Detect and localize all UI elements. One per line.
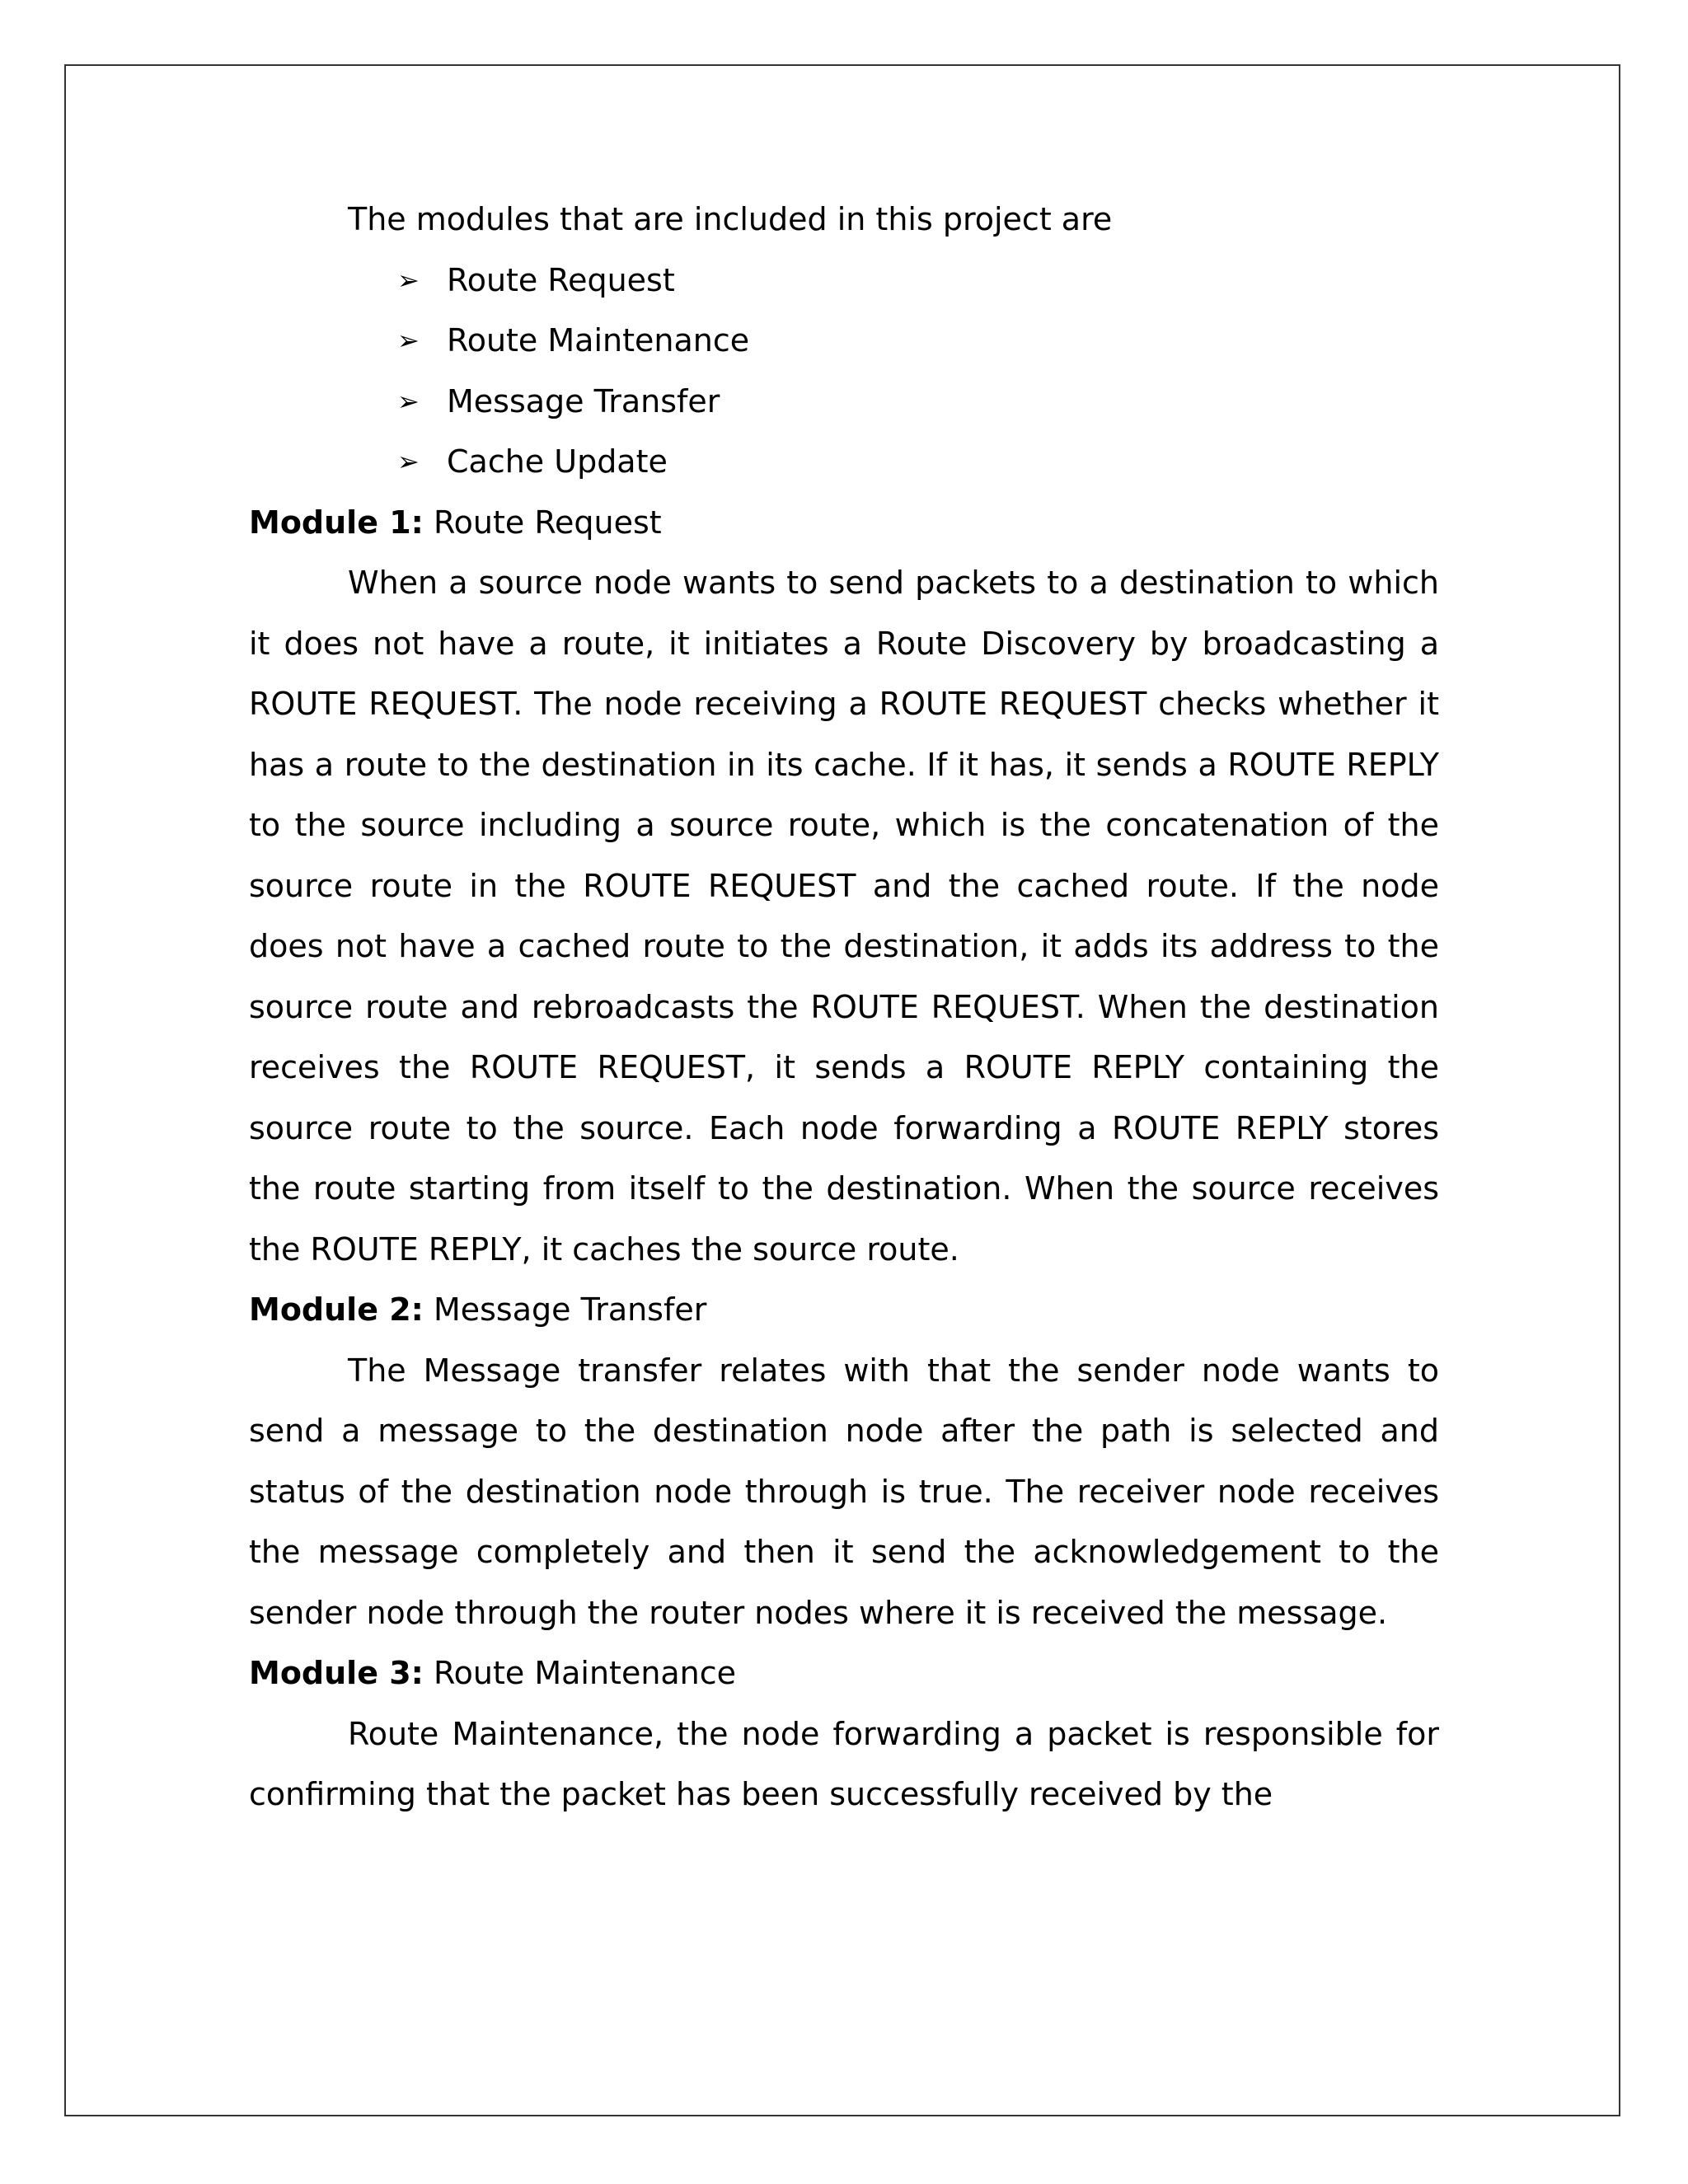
module-2-title: Message Transfer [433, 1291, 707, 1328]
module-3-heading [249, 1643, 1439, 1704]
list-item [397, 372, 1439, 433]
module-3-label: Module 3: [249, 1655, 424, 1691]
list-item-label: Message Transfer [447, 382, 720, 419]
module-list [249, 251, 1439, 493]
module-1-heading [249, 493, 1439, 554]
intro-text: The modules that are included in this project are [348, 201, 1113, 237]
arrowhead-bullet-icon: ➢ [397, 385, 420, 417]
list-item-label: Route Request [447, 261, 675, 298]
module-2-body: The Message transfer relates with that the sender node wants to send a message to the destination node after the path is selected and status of the destination node through is true. The receiver node receives the message completely and then it send the acknowledgement to the sender node through the router nodes where it is received the message. [249, 1352, 1439, 1631]
arrowhead-bullet-icon: ➢ [397, 325, 420, 356]
list-item-label: Route Maintenance [447, 322, 750, 359]
module-1-label: Module 1: [249, 504, 424, 541]
module-3-title: Route Maintenance [433, 1655, 737, 1691]
list-item [397, 311, 1439, 372]
document-content [249, 190, 1439, 1825]
module-3-body: Route Maintenance, the node forwarding a packet is responsible for confirming that the packet has been successfully received by the [249, 1715, 1439, 1812]
list-item [397, 251, 1439, 312]
module-2-heading [249, 1280, 1439, 1341]
arrowhead-bullet-icon: ➢ [397, 446, 420, 477]
list-item [397, 432, 1439, 493]
list-item-label: Cache Update [447, 443, 668, 480]
module-1-title: Route Request [433, 504, 662, 541]
module-2-label: Module 2: [249, 1291, 424, 1328]
arrowhead-bullet-icon: ➢ [397, 264, 420, 296]
module-1-body: When a source node wants to send packets to a destination to which it does not have a route, it initiates a Route Discovery by broadcasting a ROUTE REQUEST. The node receiving a ROUTE REQUEST checks whether it has a route to the destination in its cache. If it has, it sends a ROUTE REPLY to the source including a source route, which is the concatenation of the source route in the ROUTE REQUEST and the cached route. If the node does not have a cached route to the destination, it adds its address to the source route and rebroadcasts the ROUTE REQUEST. When the destination receives the ROUTE REQUEST, it sends a ROUTE REPLY containing the source route to the source. Each node forwarding a ROUTE REPLY stores the route starting from itself to the destination. When the source receives the ROUTE REPLY, it caches the source route. [249, 565, 1439, 1268]
